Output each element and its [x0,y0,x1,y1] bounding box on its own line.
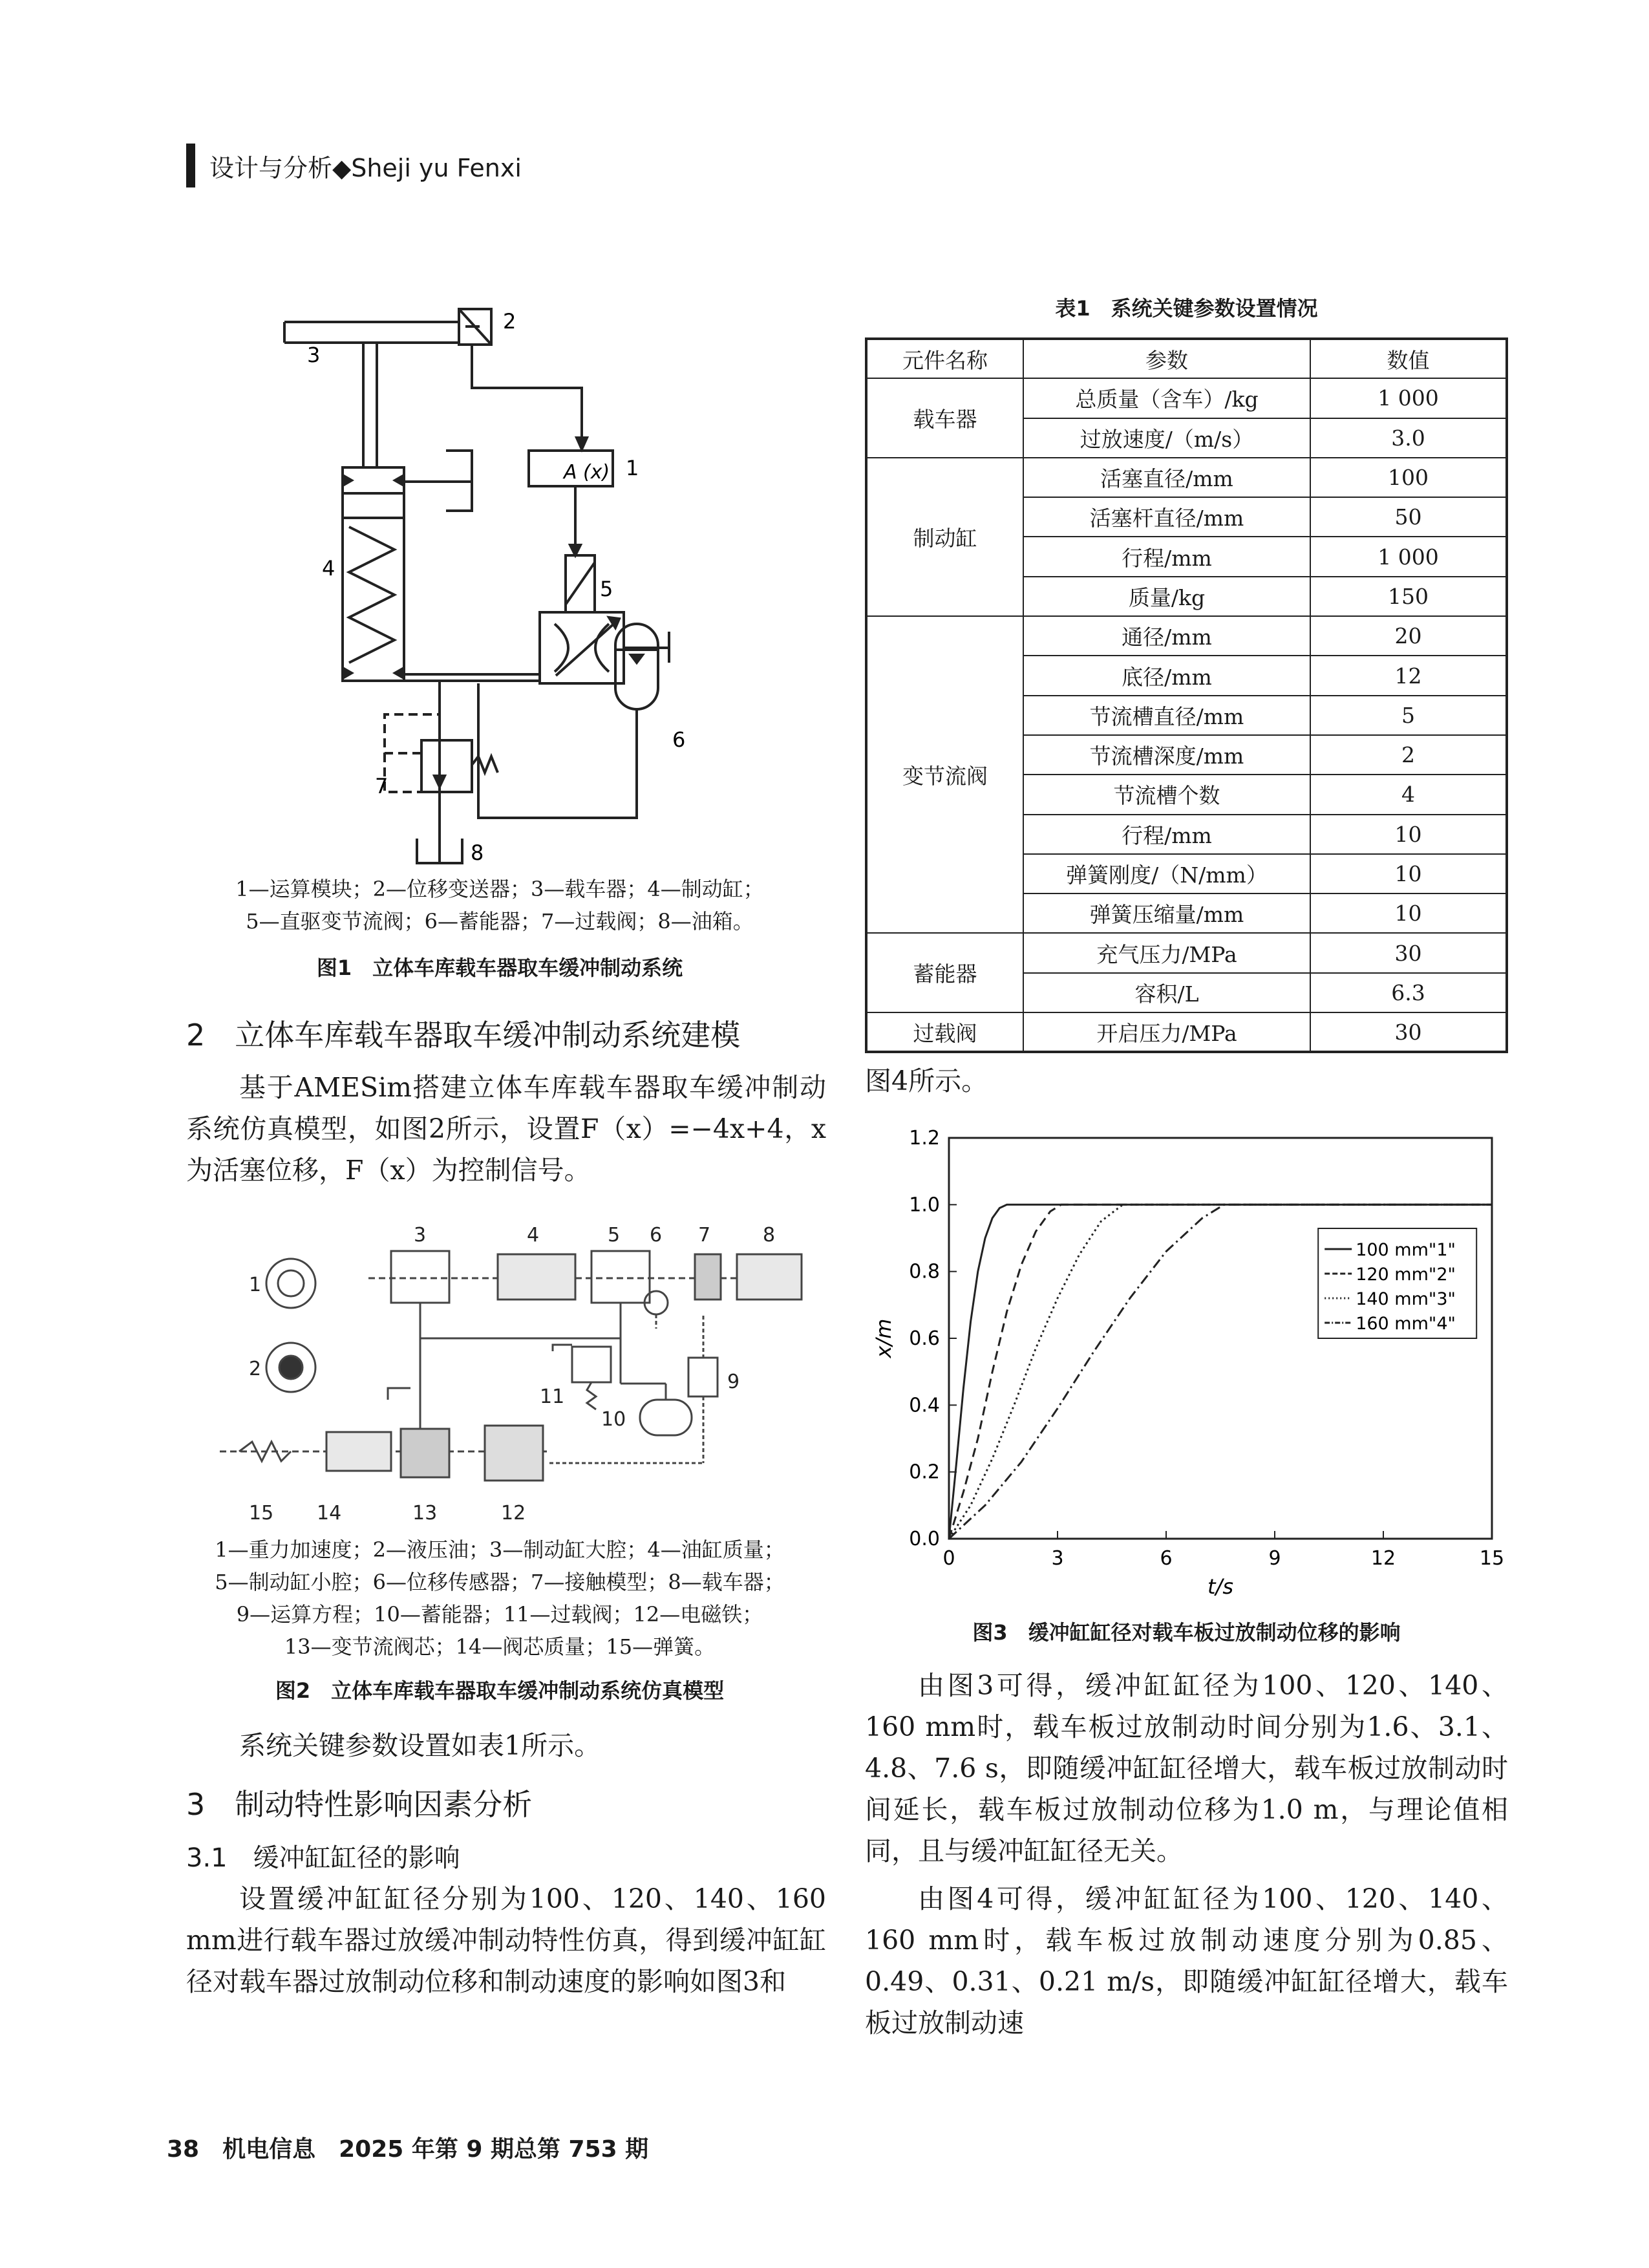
x-tick-label: 12 [1370,1547,1396,1570]
parameter-cell: 通径/mm [1023,616,1310,656]
paragraph-3: 设置缓冲缸缸径分别为100、120、140、160 mm进行载车器过放缓冲制动特性仿真，得到缓冲缸缸径对载车器过放制动位移和制动速度的影响如图3和 [186,1883,826,1997]
spool-mass [326,1432,391,1471]
y-tick-label: 1.2 [909,1127,940,1150]
fig1-label-7: 7 [375,774,388,798]
component-name-cell: 过载阀 [866,1012,1023,1052]
fig2-label-1: 1 [249,1274,262,1296]
figure-1-schematic [246,301,737,883]
value-cell: 30 [1310,1012,1507,1052]
header-text: 设计与分析◆Sheji yu Fenxi [209,153,522,182]
fig2-label-4: 4 [527,1224,540,1246]
x-tick-label: 6 [1160,1547,1173,1570]
operation-equation-block [688,1358,718,1396]
y-tick-label: 1.0 [909,1193,940,1217]
accumulator-model [640,1400,692,1435]
parameter-cell: 质量/kg [1023,577,1310,616]
contact-model [695,1254,721,1300]
fig2-legend-line-3: 9—运算方程；10—蓄能器；11—过载阀；12—电磁铁； [236,1602,763,1627]
fig2-label-14: 14 [317,1502,342,1524]
fig2-label-3: 3 [414,1224,427,1246]
fig2-label-7: 7 [698,1224,711,1246]
section-2-heading: 2 立体车库载车器取车缓冲制动系统建模 [186,1018,741,1053]
fig2-label-12: 12 [501,1502,526,1524]
paragraph-4: 由图3可得，缓冲缸缸径为100、120、140、160 mm时，载车板过放制动时间分别为1.6、3.1、4.8、7.6 s，即随缓冲缸缸径增大，载车板过放制动时间延长，载车板过放制动位移为1.0 m，与理论值相同，且与缓冲缸缸径无关。 [865,1670,1508,1867]
table-header-cell: 参数 [1023,339,1310,378]
parameter-cell: 节流槽深度/mm [1023,735,1310,775]
value-cell: 50 [1310,497,1507,537]
table-row [866,1012,1507,1052]
y-tick-label: 0.4 [909,1394,940,1417]
fig3-caption: 图3 缓冲缸缸径对载车板过放制动位移的影响 [972,1620,1401,1645]
running-header [186,144,522,187]
parameter-cell: 行程/mm [1023,537,1310,576]
x-tick-label: 0 [942,1547,955,1570]
fig1-label-2: 2 [503,309,516,334]
cylinder-mass [498,1254,575,1300]
value-cell: 2 [1310,735,1507,775]
fig1-label-6: 6 [672,727,686,752]
overload-valve [421,740,472,792]
throttle-spool [401,1429,449,1477]
value-cell: 30 [1310,933,1507,972]
value-cell: 150 [1310,577,1507,616]
value-cell: 20 [1310,616,1507,656]
accumulator [615,624,658,709]
fig2-legend-line-4: 13—变节流阀芯；14—阀芯质量；15—弹簧。 [284,1634,716,1659]
table-row [866,616,1507,656]
paragraph-5: 由图4可得，缓冲缸缸径为100、120、140、160 mm时，载车板过放制动速度分别为0.85、0.49、0.31、0.21 m/s，即随缓冲缸缸径增大，载车板过放制动速 [865,1883,1508,2038]
y-tick-label: 0.2 [909,1460,940,1484]
brake-cylinder-small-chamber [591,1251,650,1303]
gravity-icon [266,1259,315,1308]
legend-entry-3: 140 mm"3" [1356,1289,1456,1309]
table-header-cell: 元件名称 [866,339,1023,378]
fig2-legend-line-2: 5—制动缸小腔；6—位移传感器；7—接触模型；8—载车器； [215,1570,785,1594]
fig2-label-5: 5 [608,1224,621,1246]
paragraph-1: 基于AMESim搭建立体车库载车器取车缓冲制动系统仿真模型，如图2所示，设置F（x）=−4x+4，x为活塞位移，F（x）为控制信号。 [186,1072,826,1186]
y-axis-label: x/m [871,1318,896,1358]
fig2-label-9: 9 [727,1371,740,1393]
parameter-cell: 行程/mm [1023,815,1310,854]
value-cell: 5 [1310,696,1507,735]
parameter-cell: 过放速度/（m/s） [1023,418,1310,458]
fig1-label-4: 4 [322,556,335,581]
value-cell: 6.3 [1310,973,1507,1012]
section-3-1-heading: 3.1 缓冲缸缸径的影响 [186,1843,460,1873]
value-cell: 10 [1310,815,1507,854]
component-name-cell: 制动缸 [866,458,1023,616]
fig2-label-10: 10 [601,1408,626,1431]
x-tick-label: 15 [1479,1547,1505,1570]
fig1-label-3: 3 [307,343,321,367]
fig1-label-5: 5 [600,577,613,601]
page-footer: 38 机电信息 2025 年第 9 期总第 753 期 [167,2136,649,2163]
table1-caption: 表1 系统关键参数设置情况 [1055,296,1318,321]
fig2-label-2: 2 [249,1358,262,1380]
value-cell: 12 [1310,656,1507,695]
overload-valve-model [572,1347,611,1382]
legend-entry-1: 100 mm"1" [1356,1240,1456,1260]
y-tick-label: 0.6 [909,1327,940,1350]
parameter-cell: 底径/mm [1023,656,1310,695]
parameters-table [865,337,1508,1053]
value-cell: 1 000 [1310,537,1507,576]
fig2-legend-line-1: 1—重力加速度；2—液压油；3—制动缸大腔；4—油缸质量； [215,1537,785,1562]
value-cell: 3.0 [1310,418,1507,458]
figure-2-amesim-model [200,1219,821,1529]
fig1-legend [167,873,833,937]
value-cell: 4 [1310,775,1507,814]
parameter-cell: 容积/L [1023,973,1310,1012]
carrier-mass [737,1254,802,1300]
component-name-cell: 载车器 [866,378,1023,458]
fig2-label-11: 11 [540,1385,565,1408]
fig1-label-1: 1 [626,456,639,480]
table-header-cell: 数值 [1310,339,1507,378]
component-name-cell: 变节流阀 [866,616,1023,933]
header-bar [186,144,195,187]
parameter-cell: 活塞直径/mm [1023,458,1310,497]
fig1-legend-line-2: 5—直驱变节流阀；6—蓄能器；7—过载阀；8—油箱。 [246,909,754,934]
parameter-cell: 总质量（含车）/kg [1023,378,1310,418]
electromagnet [485,1426,543,1481]
paragraph-fig4-ref: 图4所示。 [865,1065,988,1097]
parameter-cell: 节流槽直径/mm [1023,696,1310,735]
fig1-label-8: 8 [471,840,484,865]
fig2-label-6: 6 [650,1224,663,1246]
fig2-legend [167,1534,833,1663]
value-cell: 10 [1310,854,1507,893]
section-3-heading: 3 制动特性影响因素分析 [186,1787,533,1822]
parameter-cell: 弹簧压缩量/mm [1023,893,1310,933]
parameter-cell: 弹簧刚度/（N/mm） [1023,854,1310,893]
fig2-caption: 图2 立体车库载车器取车缓冲制动系统仿真模型 [275,1678,725,1703]
value-cell: 10 [1310,893,1507,933]
brake-cylinder-large-chamber [391,1251,449,1303]
table-row [866,933,1507,972]
table-header-row [866,339,1507,378]
table-row [866,458,1507,497]
x-axis-label: t/s [1207,1574,1233,1599]
legend-entry-4: 160 mm"4" [1356,1314,1456,1334]
parameter-cell: 充气压力/MPa [1023,933,1310,972]
fig1-legend-line-1: 1—运算模块；2—位移变送器；3—载车器；4—制动缸； [235,877,764,901]
fig1-caption: 图1 立体车库载车器取车缓冲制动系统 [316,956,683,980]
fig2-label-8: 8 [763,1224,776,1246]
y-tick-label: 0.8 [909,1260,940,1283]
table-row [866,378,1507,418]
parameter-cell: 节流槽个数 [1023,775,1310,814]
legend-entry-2: 120 mm"2" [1356,1265,1456,1285]
parameter-cell: 开启压力/MPa [1023,1012,1310,1052]
y-tick-label: 0.0 [909,1528,940,1550]
value-cell: 1 000 [1310,378,1507,418]
value-cell: 100 [1310,458,1507,497]
paragraph-2: 系统关键参数设置如表1所示。 [239,1730,601,1761]
x-tick-label: 3 [1051,1547,1064,1570]
parameter-cell: 活塞杆直径/mm [1023,497,1310,537]
figure-3-line-chart [865,1112,1508,1610]
x-tick-label: 9 [1268,1547,1281,1570]
fig2-label-15: 15 [249,1502,274,1524]
fig2-label-13: 13 [412,1502,438,1524]
op-module-label: A (x) [564,461,610,484]
component-name-cell: 蓄能器 [866,933,1023,1012]
